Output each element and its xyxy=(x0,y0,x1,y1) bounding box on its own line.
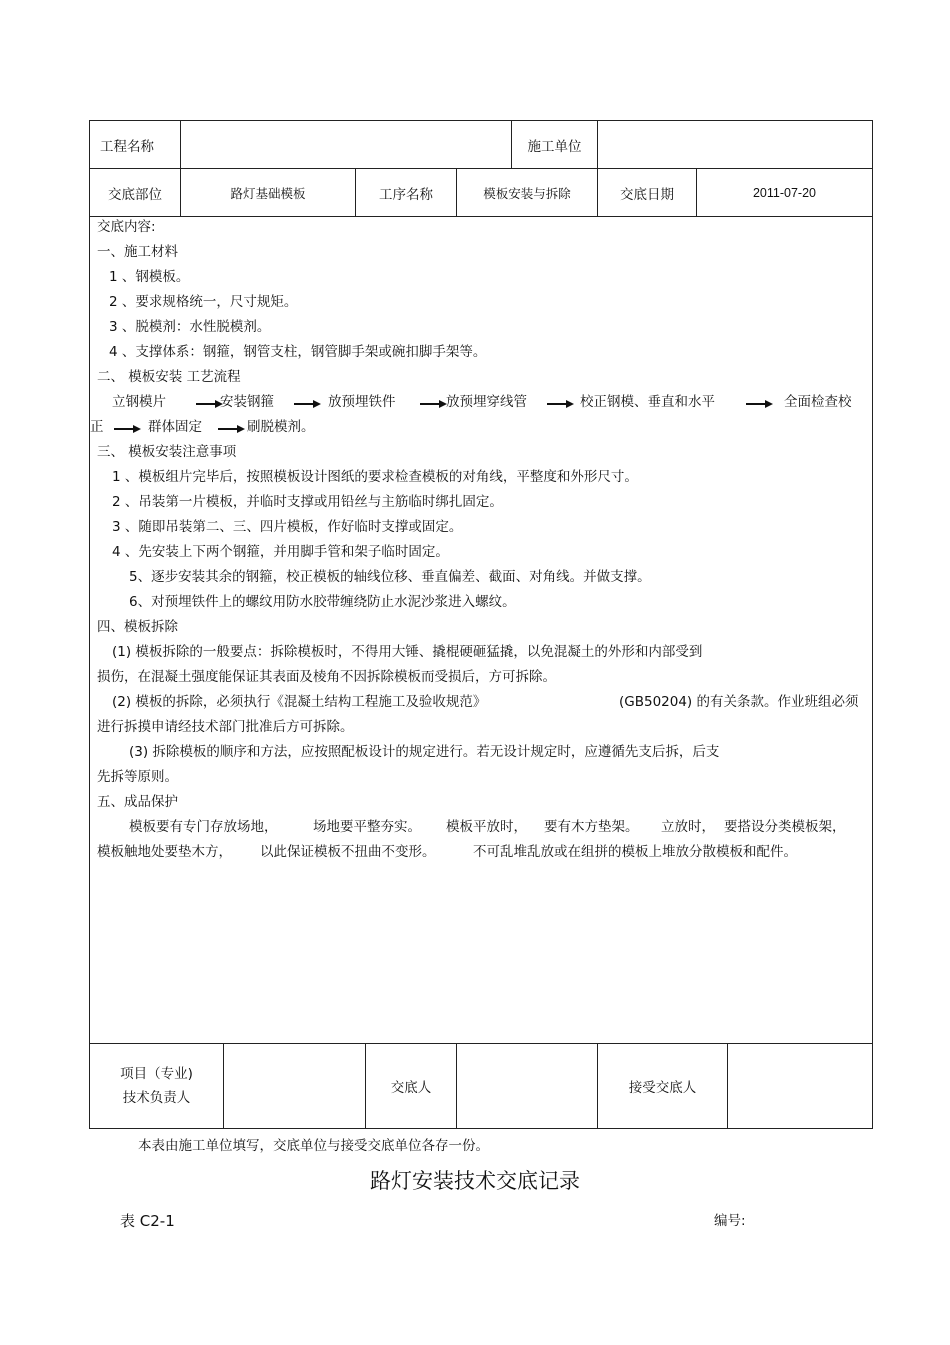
tech-lead-label-line2: 技术负责人 xyxy=(122,1090,191,1106)
arrow-right-icon xyxy=(218,428,242,430)
section3-item: 5、逐步安装其余的钢箍，校正模板的轴线位移、垂直偏差、截面、对角线。并做支撑。 xyxy=(129,569,651,585)
section1-item: 2 、要求规格统一，尺寸规矩。 xyxy=(109,294,298,310)
flow-step: 立钢模片 xyxy=(112,394,166,410)
construction-unit-value[interactable] xyxy=(598,121,872,168)
section5-text: 场地要平整夯实。 xyxy=(313,819,421,835)
section4-item: 损伤，在混凝土强度能保证其表面及棱角不因拆除模板而受损后，方可拆除。 xyxy=(97,669,556,685)
section3-item: 4 、先安装上下两个钢箍，并用脚手管和架子临时固定。 xyxy=(112,544,449,560)
section2-title: 二、 模板安装 工艺流程 xyxy=(97,369,241,385)
section3-title: 三、 模板安装注意事项 xyxy=(97,444,237,460)
process-value: 模板安装与拆除 xyxy=(483,185,571,201)
section1-item: 3 、脱模剂：水性脱模剂。 xyxy=(109,319,271,335)
date-value: 2011-07-20 xyxy=(752,185,816,200)
section5-text: 要搭设分类模板架， xyxy=(724,819,846,835)
flow-step: 校正钢模、垂直和水平 xyxy=(580,394,715,410)
content-heading: 交底内容: xyxy=(97,219,156,235)
section5-text: 立放时， xyxy=(661,819,715,835)
section3-item: 1 、模板组片完毕后，按照模板设计图纸的要求检查模板的对角线，平整度和外形尺寸。 xyxy=(112,469,638,485)
arrow-right-icon xyxy=(196,403,220,405)
tech-lead-signature[interactable] xyxy=(224,1044,365,1128)
flow-step: 刷脱模剂。 xyxy=(247,419,315,435)
table-border-bottom xyxy=(89,1128,873,1129)
flow-step: 放预埋铁件 xyxy=(328,394,396,410)
section1-item: 4 、支撑体系：钢箍，钢管支柱，钢管脚手架或碗扣脚手架等。 xyxy=(109,344,487,360)
flow-step: 正 xyxy=(90,419,104,435)
section4-item: (3) 拆除模板的顺序和方法，应按照配板设计的规定进行。若无设计规定时，应遵循先支后拆，后支 xyxy=(129,744,720,760)
receiver-signature[interactable] xyxy=(728,1044,872,1128)
table-row-divider xyxy=(89,216,873,217)
table-border-left xyxy=(89,120,90,1128)
serial-number-label: 编号: xyxy=(714,1213,746,1229)
section4-item: (2) 模板的拆除，必须执行《混凝土结构工程施工及验收规范》 xyxy=(112,694,487,710)
footer-note: 本表由施工单位填写，交底单位与接受交底单位各存一份。 xyxy=(138,1138,489,1154)
project-name-label: 工程名称 xyxy=(100,138,154,155)
tech-lead-label-line1: 项目（专业) xyxy=(120,1066,193,1082)
arrow-right-icon xyxy=(420,403,444,405)
section4-item: 先拆等原则。 xyxy=(97,769,178,785)
construction-unit-label: 施工单位 xyxy=(527,138,582,155)
section3-item: 2 、吊装第一片模板，并临时支撑或用铅丝与主筋临时绑扎固定。 xyxy=(112,494,503,510)
table-border-right xyxy=(872,120,873,1128)
flow-step: 放预埋穿线管 xyxy=(446,394,527,410)
section1-title: 一、施工材料 xyxy=(97,244,178,260)
part-label: 交底部位 xyxy=(108,186,162,203)
flow-step: 群体固定 xyxy=(148,419,202,435)
section5-text: 模板触地处要垫木方， xyxy=(97,844,232,860)
section3-item: 3 、随即吊装第二、三、四片模板，作好临时支撑或固定。 xyxy=(112,519,463,535)
section5-text: 要有木方垫架。 xyxy=(544,819,639,835)
section5-text: 模板要有专门存放场地， xyxy=(129,819,278,835)
flow-step: 安装钢箍 xyxy=(220,394,274,410)
arrow-right-icon xyxy=(114,428,138,430)
flow-step: 全面检查校 xyxy=(784,394,852,410)
section1-item: 1 、钢模板。 xyxy=(109,269,190,285)
document-title: 路灯安装技术交底记录 xyxy=(370,1169,580,1193)
section4-item: 进行拆摸申请经技术部门批准后方可拆除。 xyxy=(97,719,354,735)
date-label: 交底日期 xyxy=(620,186,674,203)
project-name-value[interactable] xyxy=(181,121,511,168)
section3-item: 6、对预埋铁件上的螺纹用防水胶带缠绕防止水泥沙浆进入螺纹。 xyxy=(129,594,516,610)
section5-text: 以此保证模板不扭曲不变形。 xyxy=(260,844,436,860)
receiver-label: 接受交底人 xyxy=(628,1080,697,1096)
part-value: 路灯基础模板 xyxy=(230,185,306,201)
discloser-signature[interactable] xyxy=(457,1044,597,1128)
tech-lead-label xyxy=(90,1044,223,1128)
arrow-right-icon xyxy=(294,403,318,405)
section5-text: 不可乱堆乱放或在组拼的模板上堆放分散模板和配件。 xyxy=(473,844,797,860)
section5-title: 五、成品保护 xyxy=(97,794,178,810)
section4-title: 四、模板拆除 xyxy=(97,619,178,635)
section5-text: 模板平放时， xyxy=(446,819,527,835)
arrow-right-icon xyxy=(547,403,571,405)
discloser-label: 交底人 xyxy=(390,1080,432,1096)
process-label: 工序名称 xyxy=(379,186,433,203)
section4-item: (GB50204) 的有关条款。作业班组必须 xyxy=(619,694,859,710)
form-number: 表 C2-1 xyxy=(120,1212,175,1230)
section4-item: (1) 模板拆除的一般要点：拆除模板时，不得用大锤、撬棍硬砸猛撬，以免混凝土的外形和内部受到 xyxy=(112,644,703,660)
arrow-right-icon xyxy=(746,403,770,405)
